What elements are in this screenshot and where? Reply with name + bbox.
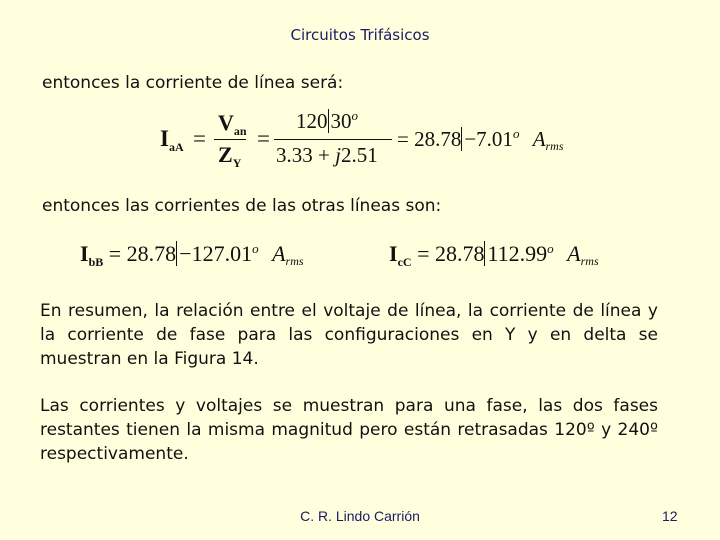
eq3-angle-value: 112.99	[487, 241, 548, 266]
eq1-fraction-numerator	[218, 110, 247, 139]
eq1-den-imag: 2.51	[340, 143, 378, 167]
eq1-result-angle-value: −7.01	[464, 127, 513, 151]
summary-paragraph: En resumen, la relación entre el voltaje de línea, la corriente de línea y la corriente de fase para las configuraciones en Y y en delta se muestran en la Figura 14.	[40, 301, 658, 369]
eq2-symbol: I	[80, 241, 89, 266]
eq1-lhs-sub: aA	[168, 140, 184, 154]
eq3-degree: o	[547, 241, 554, 256]
page-number: 12	[662, 508, 678, 524]
eq1-num-symbol: V	[218, 110, 234, 135]
eq1-unit: A	[532, 127, 546, 151]
eq1-numeric-denominator	[276, 143, 378, 168]
intro-other-lines: entonces las corrientes de las otras líneas son:	[42, 196, 442, 216]
eq2-unit-sub: rms	[285, 254, 304, 268]
eq2-sub: bB	[88, 255, 104, 269]
eq1-num-sub: an	[233, 124, 247, 138]
eq1-result-mag: = 28.78	[397, 127, 462, 151]
eq3-unit: A	[567, 241, 581, 266]
eq1-num-angle-value: 30	[330, 109, 352, 133]
eq1-den-symbol: Z	[218, 142, 233, 167]
intro-line-current: entonces la corriente de línea será:	[42, 73, 344, 93]
eq1-result-degree: o	[512, 126, 520, 141]
eq3-symbol: I	[389, 241, 398, 266]
eq2-mag: = 28.78	[108, 241, 177, 266]
eq1-num-degree: o	[351, 108, 358, 123]
footer-author: C. R. Lindo Carrión	[300, 508, 420, 524]
eq2-angle-value: −127.01	[179, 241, 253, 266]
eq1-lhs	[160, 126, 184, 155]
eq1-den-real: 3.33 +	[276, 143, 336, 167]
eq1-num-angle	[328, 109, 359, 133]
equation-line-current-cC	[389, 241, 599, 270]
eq3-sub: cC	[397, 255, 412, 269]
eq2-angle	[176, 241, 258, 266]
eq3-angle	[484, 241, 553, 266]
eq1-fraction-bar-2	[274, 139, 392, 140]
eq1-fraction-denominator	[218, 142, 241, 171]
eq1-unit-sub: rms	[545, 139, 564, 153]
eq3-mag: = 28.78	[417, 241, 485, 266]
eq2-unit: A	[272, 241, 286, 266]
eq1-den-sub: Y	[232, 156, 242, 170]
eq1-result-angle	[461, 127, 519, 151]
slide-title: Circuitos Trifásicos	[290, 26, 430, 44]
eq1-fraction-bar-1	[214, 139, 246, 140]
equation-line-current-bB	[80, 241, 304, 270]
eq3-unit-sub: rms	[580, 254, 599, 268]
phases-paragraph: Las corrientes y voltajes se muestran para una fase, las dos fases restantes tienen la misma magnitud pero están retrasadas 120º y 240º respectivamente.	[40, 396, 658, 464]
eq1-numeric-numerator	[296, 108, 358, 134]
eq1-den-j: j	[335, 143, 341, 167]
eq1-equals-2: =	[257, 126, 270, 151]
eq2-degree: o	[252, 241, 259, 256]
eq1-result	[397, 126, 564, 154]
eq1-lhs-symbol: I	[160, 126, 169, 151]
eq1-equals-1: =	[193, 126, 206, 151]
eq1-num-magnitude: 120	[296, 109, 328, 133]
